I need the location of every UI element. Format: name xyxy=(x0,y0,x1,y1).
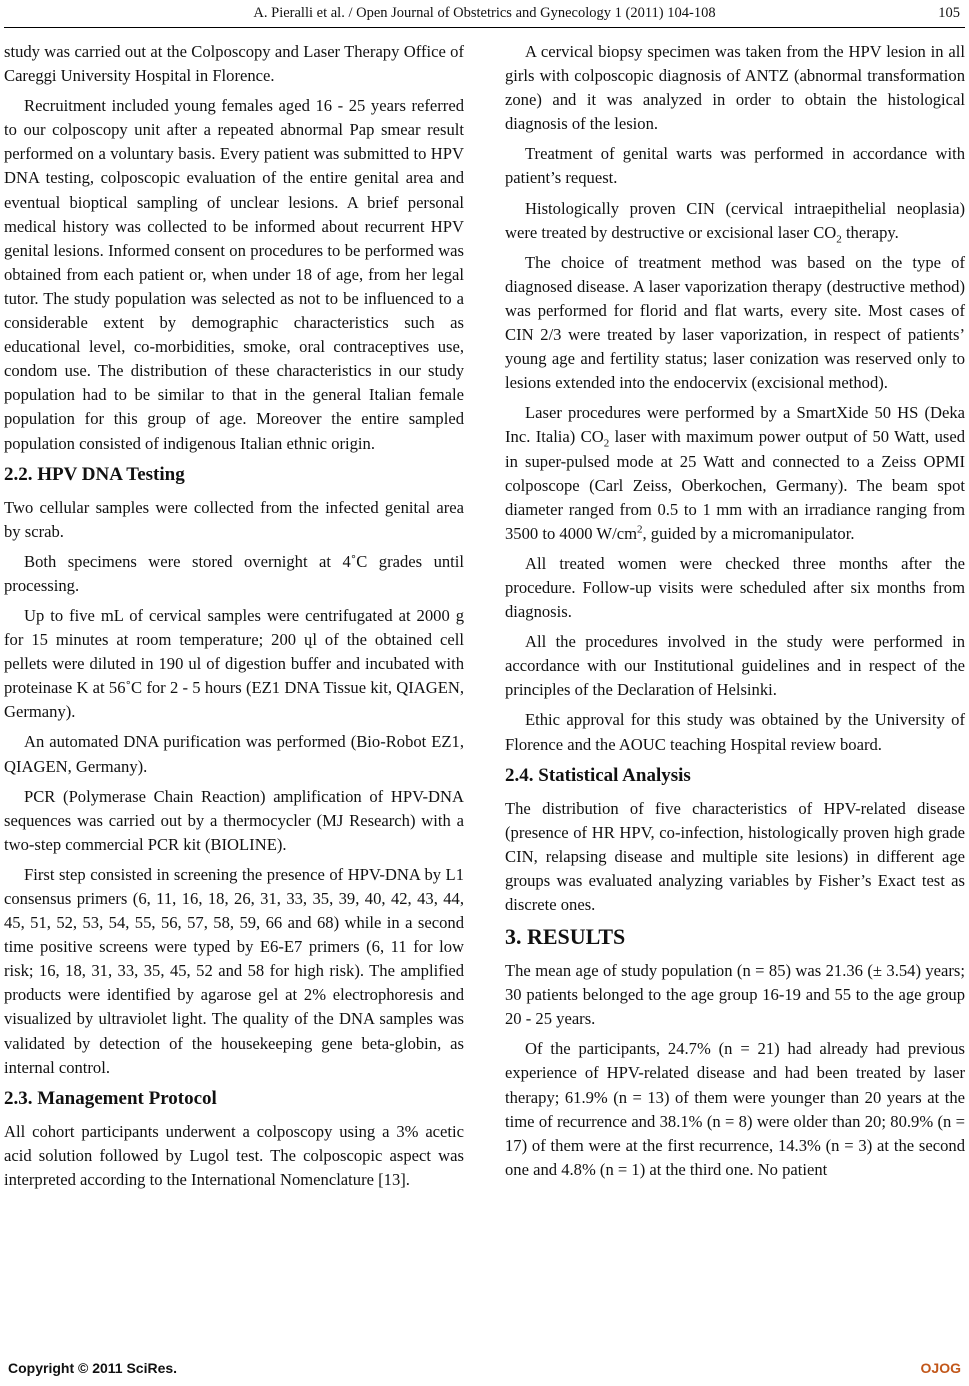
section-heading-2-4: 2.4. Statistical Analysis xyxy=(505,764,691,786)
paragraph: Of the participants, 24.7% (n = 21) had already had previous experience of HPV-related disease and had been treated by laser therapy; 61.9% (n = 13) of them were younger than 20 years at the time of recurrence and 38.1% (n = 8) were older than 20; 80.9% (n = 17) of them were at the first recurrence, 14.3% (n = 3) at the second one and 4.8% (n = 1) at the third one. No patient xyxy=(505,1039,965,1179)
paragraph: The distribution of five characteristics of HPV-related disease (presence of HR HPV, co-infection, histologically proven high grade CIN, relapsing disease and multiple site lesions) in different age groups was evaluated analyzing variables by Fisher’s Exact test as discrete ones. xyxy=(505,798,965,914)
page-number: 105 xyxy=(938,5,960,21)
subscript: 2 xyxy=(836,232,842,245)
paragraph xyxy=(505,197,965,245)
left-column xyxy=(4,40,464,1198)
paragraph: Two cellular samples were collected from the infected genital area by scrab. xyxy=(4,497,464,541)
right-column xyxy=(505,40,965,1188)
paragraph: First step consisted in screening the presence of HPV-DNA by L1 consensus primers (6, 11, 16, 18, 26, 31, 33, 35, 39, 40, 42, 43, 44, 45, 51, 52, 53, 54, 55, 56, 57, 58, 59, 66 and 68) while in a second time positive screens were typed by E6-E7 primers (6, 11 for low risk; 16, 18, 31, 33, 35, 45, 52 and 58 for high risk). The amplified products were identified by agarose gel at 2% electrophoresis and visualized by ultraviolet light. The quality of the DNA samples was validated by detection of the housekeeping gene beta-globin, as internal control. xyxy=(4,864,464,1077)
paragraph: Ethic approval for this study was obtained by the University of Florence and the AOUC teaching Hospital review board. xyxy=(505,710,965,754)
section-heading-2-2: 2.2. HPV DNA Testing xyxy=(4,463,185,485)
text-run: Histologically proven CIN (cervical intraepithelial neoplasia) were treated by destructive or excisional laser CO xyxy=(505,198,965,242)
journal-abbreviation: OJOG xyxy=(920,1360,961,1376)
paragraph xyxy=(505,401,965,546)
subscript: 2 xyxy=(603,437,610,450)
paragraph: All treated women were checked three months after the procedure. Follow-up visits were scheduled after six months from diagnosis. xyxy=(505,553,965,622)
paragraph: Both specimens were stored overnight at 4˚C grades until processing. xyxy=(4,551,464,595)
paragraph: All the procedures involved in the study were performed in accordance with our Institutional guidelines and in respect of the principles of the Declaration of Helsinki. xyxy=(505,632,965,700)
text-run: therapy. xyxy=(841,222,899,242)
page-header xyxy=(0,3,969,25)
paragraph: All cohort participants underwent a colposcopy using a 3% acetic acid solution followed by Lugol test. The colposcopic aspect was interpreted according to the International Nomenclature [13]. xyxy=(4,1121,464,1189)
paragraph: A cervical biopsy specimen was taken from the HPV lesion in all girls with colposcopic diagnosis of ANTZ (abnormal transformation zone) and it was analyzed in order to obtain the histological diagnosis of the lesion. xyxy=(505,42,965,134)
paragraph: study was carried out at the Colposcopy and Laser Therapy Office of Careggi University Hospital in Florence. xyxy=(4,42,464,86)
text-run: laser with maximum power output of 50 Watt, used in super-pulsed mode at 25 Watt and connected to a Zeiss OPMI colposcope (Carl Zeiss, Oberkochen, Germany). The beam spot diameter ranged from 0.5 to 1 mm with an irradiance ranging from 3500 to 4000 W/cm xyxy=(505,427,965,543)
text-run: , guided by a micromanipulator. xyxy=(642,523,855,543)
text-run: Laser procedures were performed by a SmartXide 50 HS (Deka Inc. Italia) CO xyxy=(505,403,965,447)
section-heading-2-3: 2.3. Management Protocol xyxy=(4,1087,217,1109)
paragraph: Recruitment included young females aged 16 - 25 years referred to our colposcopy unit after a repeated abnormal Pap smear result performed on a voluntary basis. Every patient was submitted to HPV DNA testing, colposcopic evaluation of the entire genital area and eventual bioptical sampling of unclear lesions. A brief personal medical history was collected to be informed about recurrent HPV genital lesions. Informed consent on procedures to be performed was obtained from each patient or, when under 18 of age, from her legal tutor. The study population was selected as not to be influenced to a considerable extent by demographic characteristics such as educational level, co-morbidities, smoke, oral contraceptives use, condom use. The distribution of these characteristics in our study population had to be similar to that in the general Italian female population for this group of age. Moreover the entire sampled population consisted of indigenous Italian ethnic origin. xyxy=(4,96,464,453)
superscript: 2 xyxy=(636,523,643,536)
section-heading-3: 3. RESULTS xyxy=(505,924,626,950)
paragraph: An automated DNA purification was performed (Bio-Robot EZ1, QIAGEN, Germany). xyxy=(4,732,464,776)
paragraph: The choice of treatment method was based on the type of diagnosed disease. A laser vaporization therapy (destructive method) was performed for florid and flat warts, every site. Most cases of CIN 2/3 were treated by laser vaporization, in respect of patients’ young age and fertility status; laser conization was reserved only to lesions extended into the endocervix (excisional method). xyxy=(505,252,965,393)
paragraph: The mean age of study population (n = 85) was 21.36 (± 3.54) years; 30 patients belonged to the age group 16-19 and 55 to the age group 20 - 25 years. xyxy=(505,961,965,1029)
page-footer xyxy=(0,1360,969,1382)
header-rule xyxy=(4,27,965,28)
running-title: A. Pieralli et al. / Open Journal of Obstetrics and Gynecology 1 (2011) 104-108 xyxy=(253,5,716,21)
paragraph: Treatment of genital warts was performed in accordance with patient’s request. xyxy=(505,144,965,188)
paragraph: Up to five mL of cervical samples were centrifugated at 2000 g for 15 minutes at room temperature; 200 ųl of the obtained cell pellets were diluted in 190 ul of digestion buffer and incubated with proteinase K at 56˚C for 2 - 5 hours (EZ1 DNA Tissue kit, QIAGEN, Germany). xyxy=(4,605,464,722)
copyright-notice: Copyright © 2011 SciRes. xyxy=(8,1360,178,1376)
paragraph: PCR (Polymerase Chain Reaction) amplification of HPV-DNA sequences was carried out by a thermocycler (MJ Research) with a two-step commercial PCR kit (BIOLINE). xyxy=(4,786,464,854)
